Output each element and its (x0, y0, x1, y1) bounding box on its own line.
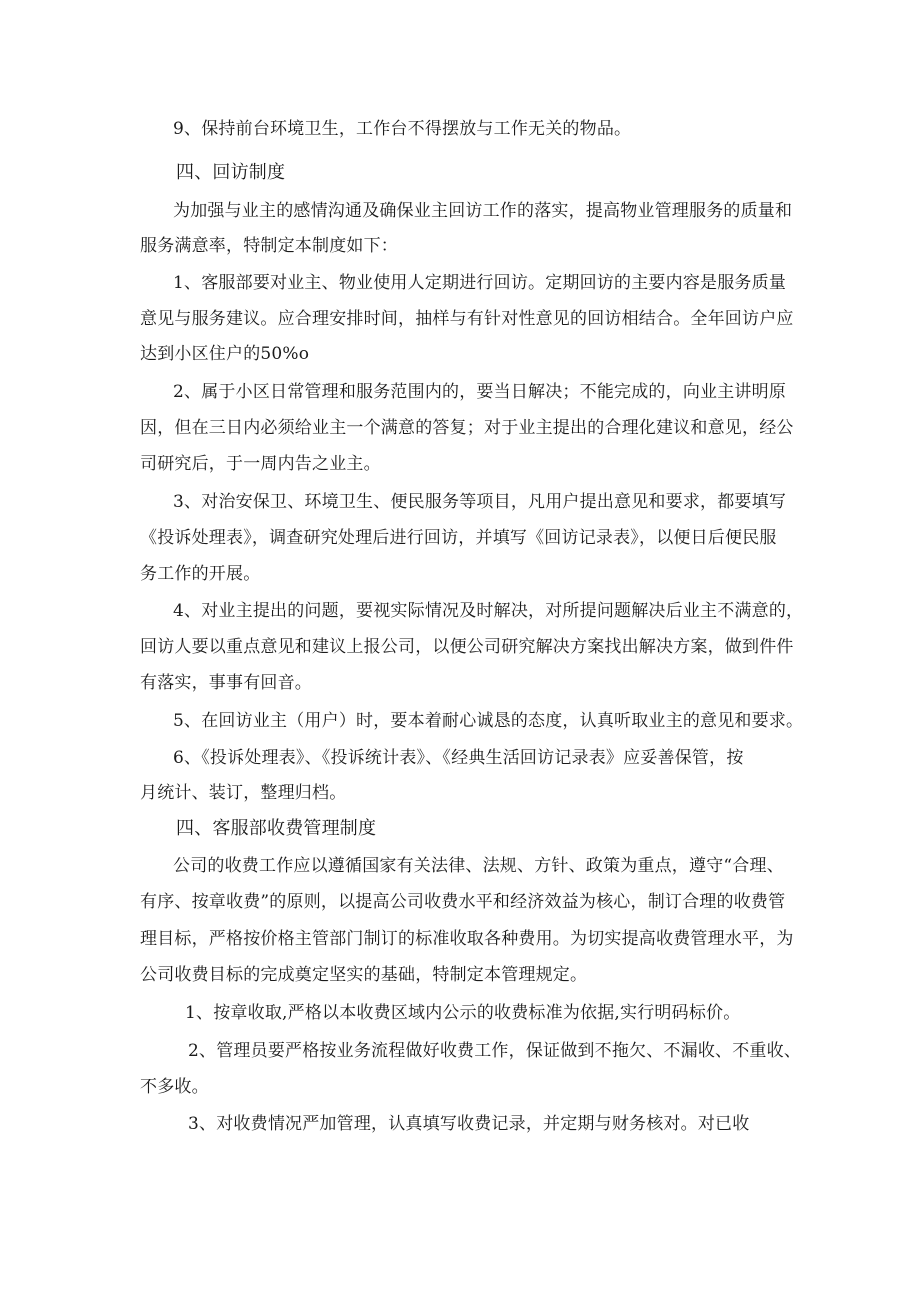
text-line: 务工作的开展。 (140, 564, 261, 584)
text-line: 4、对业主提出的问题，要视实际情况及时解决，对所提问题解决后业主不满意的， (173, 601, 804, 621)
text-line: 1、按章收取,严格以本收费区域内公示的收费标准为依据,实行明码标价。 (185, 1003, 741, 1023)
text-line: 公司的收费工作应以遵循国家有关法律、法规、方针、政策为重点，遵守“合理、 (173, 856, 784, 876)
text-line: 5、在回访业主（用户）时，要本着耐心诚恳的态度，认真听取业主的意见和要求。 (173, 711, 804, 731)
text-line: 3、对治安保卫、环境卫生、便民服务等项目，凡用户提出意见和要求，都要填写 (173, 492, 787, 512)
text-line: 2、管理员要严格按业务流程做好收费工作，保证做到不拖欠、不漏收、不重收、 (188, 1041, 802, 1061)
text-line: 有落实，事事有回音。 (140, 673, 312, 693)
text-line: 有序、按章收费”的原则，以提高公司收费水平和经济效益为核心，制订合理的收费管 (140, 892, 786, 912)
text-line: 月统计、装订，整理归档。 (140, 783, 347, 803)
text-line: 2、属于小区日常管理和服务范围内的，要当日解决；不能完成的，向业主讲明原 (173, 382, 787, 402)
section-heading: 四、客服部收费管理制度 (176, 818, 377, 839)
text-line: 达到小区住户的50%o (140, 344, 310, 364)
text-line: 不多收。 (140, 1077, 209, 1097)
text-line: 意见与服务建议。应合理安排时间，抽样与有针对性意见的回访相结合。全年回访户应 (140, 309, 794, 329)
text-line: 9、保持前台环境卫生，工作台不得摆放与工作无关的物品。 (173, 119, 632, 139)
text-line: 回访人要以重点意见和建议上报公司，以便公司研究解决方案找出解决方案，做到件件 (140, 637, 794, 657)
text-line: 因，但在三日内必须给业主一个满意的答复；对于业主提出的合理化建议和意见，经公 (140, 418, 794, 438)
text-line: 6、《投诉处理表》、《投诉统计表》、《经典生活回访记录表》应妥善保管，按 (173, 748, 744, 768)
text-line: 理目标，严格按价格主管部门制订的标准收取各种费用。为切实提高收费管理水平，为 (140, 929, 794, 949)
text-line: 公司收费目标的完成奠定坚实的基础，特制定本管理规定。 (140, 965, 588, 985)
text-line: 1、客服部要对业主、物业使用人定期进行回访。定期回访的主要内容是服务质量 (173, 273, 787, 293)
text-line: 服务满意率，特制定本制度如下： (140, 236, 398, 256)
section-heading: 四、回访制度 (176, 162, 286, 183)
text-line: 《投诉处理表》，调查研究处理后进行回访，并填写《回访记录表》，以便日后便民服 (140, 528, 777, 548)
text-line: 司研究后，于一周内告之业主。 (140, 454, 381, 474)
text-line: 3、对收费情况严加管理，认真填写收费记录，并定期与财务核对。对已收 (188, 1114, 750, 1134)
text-line: 为加强与业主的感情沟通及确保业主回访工作的落实，提高物业管理服务的质量和 (173, 201, 793, 221)
